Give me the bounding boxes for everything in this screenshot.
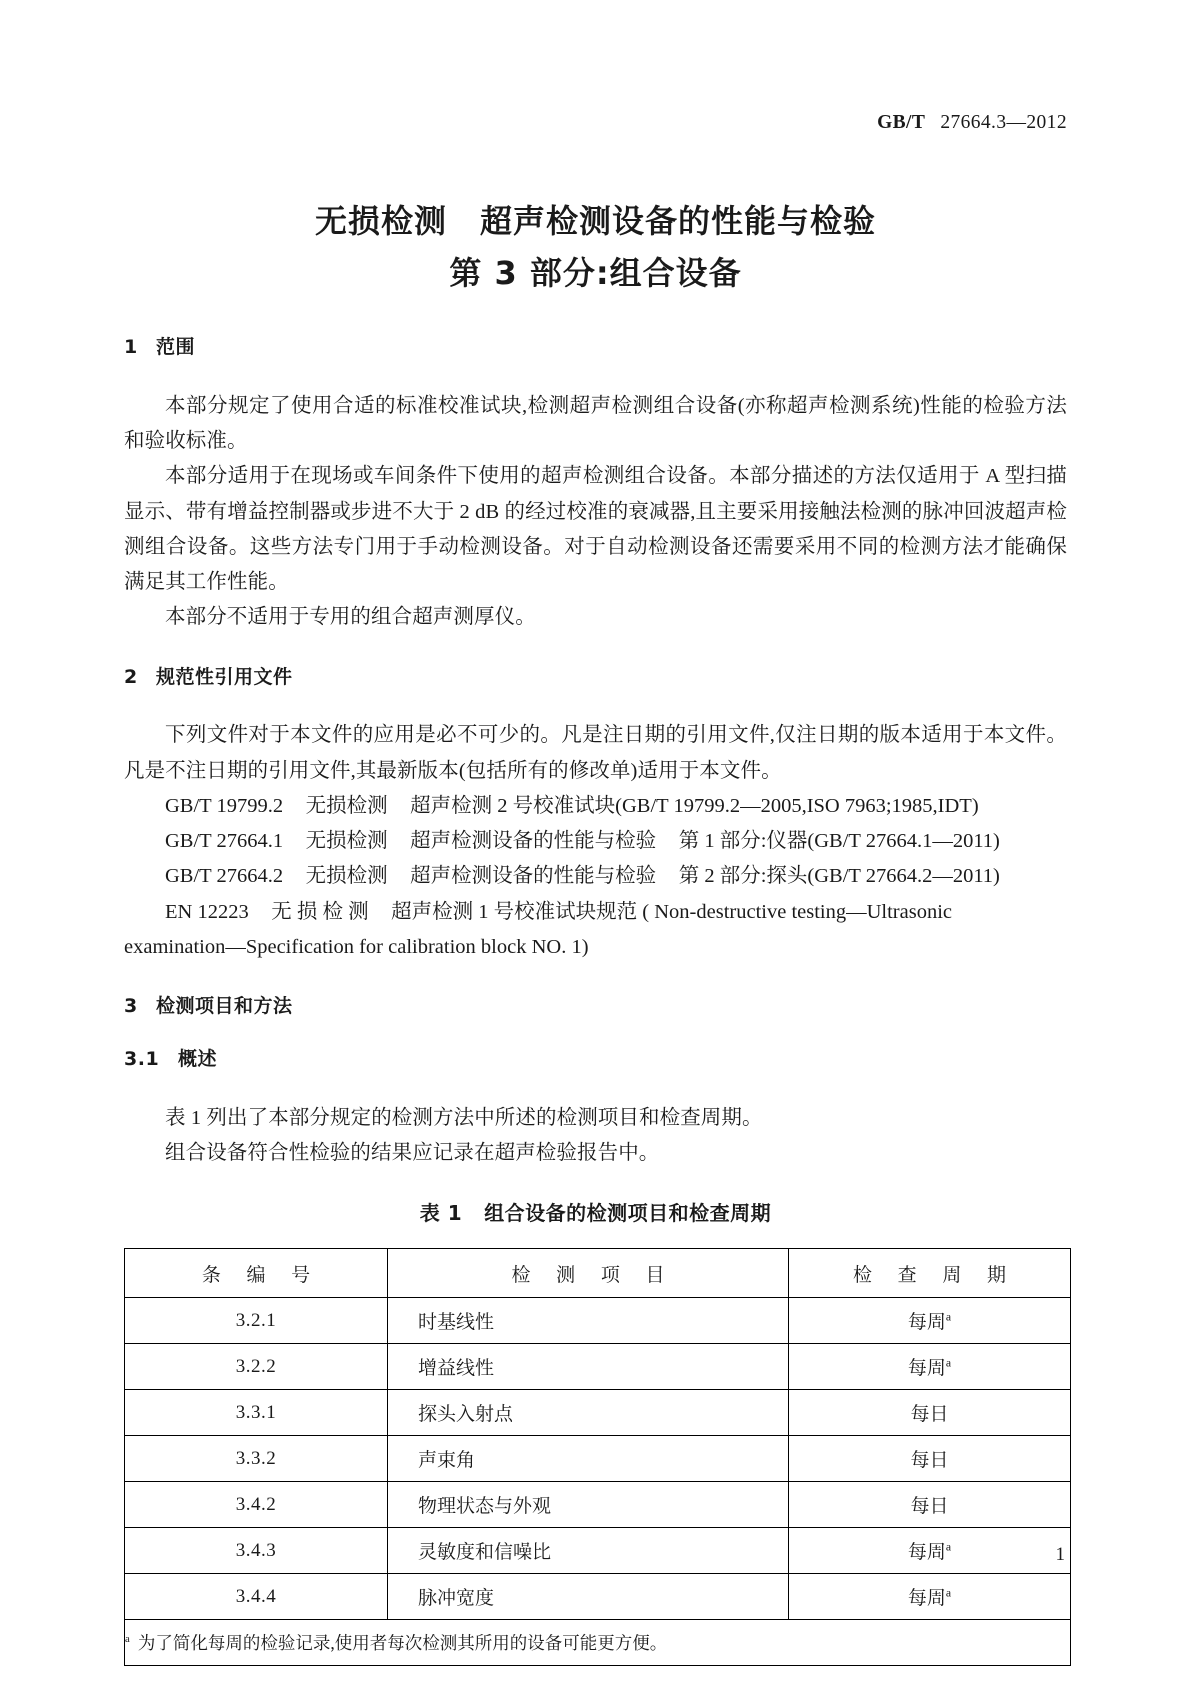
reference-continuation: examination—Specification for calibration block NO. 1) <box>124 935 589 958</box>
cell-clause: 3.2.2 <box>125 1344 388 1390</box>
heading-clause-3 <box>124 995 1067 1018</box>
reference-item <box>124 824 1067 859</box>
cell-interval: 每周$^a$ <box>789 1298 1071 1344</box>
cell-interval: 每周$^a$ <box>789 1574 1071 1620</box>
document-title <box>0 198 1191 297</box>
reference-id: EN 12223 <box>165 900 249 923</box>
reference-id: GB/T 19799.2 <box>165 794 284 817</box>
cell-item: 灵敏度和信噪比 <box>388 1528 789 1574</box>
clause-1-paragraph-3: 本部分不适用于专用的组合超声测厚仪。 <box>165 606 536 629</box>
table-row <box>125 1344 1071 1390</box>
table-1-caption <box>124 1197 1067 1226</box>
table-1-caption-text: 组合设备的检测项目和检查周期 <box>484 1201 772 1226</box>
cell-clause: 3.3.2 <box>125 1436 388 1482</box>
table-1-body <box>125 1298 1071 1666</box>
table-1 <box>124 1248 1071 1666</box>
reference-title-a: 无损检测 <box>305 794 388 817</box>
column-header-item: 检 测 项 目 <box>388 1249 789 1298</box>
table-1-block <box>124 1197 1067 1666</box>
reference-item <box>124 895 1067 930</box>
page-header <box>877 112 1067 134</box>
document-title-line1: 无损检测 超声检测设备的性能与检验 <box>314 202 876 240</box>
footnote-text: 为了简化每周的检验记录,使用者每次检测其所用的设备可能更方便。 <box>137 1632 668 1653</box>
reference-title-a: 无损检测 <box>305 865 388 888</box>
table-row <box>125 1574 1071 1620</box>
standard-prefix: GB/T <box>877 112 926 133</box>
reference-title-c: 第 1 部分:仪器(GB/T 27664.1—2011) <box>678 830 1000 853</box>
cell-clause: 3.4.4 <box>125 1574 388 1620</box>
standard-number: 27664.3—2012 <box>940 112 1067 133</box>
cell-item: 声束角 <box>388 1436 789 1482</box>
reference-title-b: 超声检测 2 号校准试块(GB/T 19799.2—2005,ISO 7963;1985,IDT) <box>410 794 979 817</box>
cell-clause: 3.4.3 <box>125 1528 388 1574</box>
cell-item: 物理状态与外观 <box>388 1482 789 1528</box>
clause-3-title: 检测项目和方法 <box>156 995 293 1018</box>
reference-id: GB/T 27664.2 <box>165 865 284 888</box>
table-row <box>125 1390 1071 1436</box>
cell-clause: 3.3.1 <box>125 1390 388 1436</box>
column-header-clause: 条 编 号 <box>125 1249 388 1298</box>
footnote-mark: a <box>945 1540 952 1554</box>
cell-item: 探头入射点 <box>388 1390 789 1436</box>
document-title-line2: 第 3 部分:组合设备 <box>449 254 742 293</box>
cell-clause: 3.2.1 <box>125 1298 388 1344</box>
cell-item: 增益线性 <box>388 1344 789 1390</box>
cell-interval: 每日 <box>789 1436 1071 1482</box>
clause-3-1-number: 3.1 <box>124 1047 160 1070</box>
table-header-row <box>125 1249 1071 1298</box>
footnote-mark: a <box>945 1356 952 1370</box>
table-row <box>125 1482 1071 1528</box>
cell-clause: 3.4.2 <box>125 1482 388 1528</box>
table-row <box>125 1528 1071 1574</box>
reference-title-b: 超声检测 1 号校准试块规范 ( Non-destructive testing—Ultrasonic <box>391 900 952 923</box>
clause-1-number: 1 <box>124 336 138 358</box>
reference-item <box>124 789 1067 824</box>
table-row <box>125 1298 1071 1344</box>
reference-title-a: 无 损 检 测 <box>271 900 369 923</box>
column-header-interval: 检 查 周 期 <box>789 1249 1071 1298</box>
reference-title-a: 无损检测 <box>305 830 388 853</box>
clause-2-paragraph-1: 下列文件对于本文件的应用是必不可少的。凡是注日期的引用文件,仅注日期的版本适用于本文件。凡是不注日期的引用文件,其最新版本(包括所有的修改单)适用于本文件。 <box>124 724 1067 782</box>
clause-1-paragraph-1: 本部分规定了使用合适的标准校准试块,检测超声检测组合设备(亦称超声检测系统)性能的检验方法和验收标准。 <box>124 394 1067 453</box>
cell-interval: 每周$^a$ <box>789 1344 1071 1390</box>
clause-1-title: 范围 <box>156 336 196 358</box>
cell-interval: 每周$^a$ <box>789 1528 1071 1574</box>
cell-item: 脉冲宽度 <box>388 1574 789 1620</box>
cell-interval: 每日 <box>789 1482 1071 1528</box>
table-footnote-row <box>125 1620 1071 1666</box>
table-row <box>125 1436 1071 1482</box>
document-body <box>124 336 1067 1666</box>
clause-1-paragraph-2: 本部分适用于在现场或车间条件下使用的超声检测组合设备。本部分描述的方法仅适用于 A 型扫描显示、带有增益控制器或步进不大于 2 dB 的经过校准的衰减器,且主要采用接触法检测的脉冲回波超声检测组合设备。这些方法专门用于手动检测设备。对于自动检测设备还需要采用不同的检测方法才能确保满足其工作性能。 <box>124 465 1067 594</box>
table-footnote <box>125 1620 1071 1666</box>
cell-item: 时基线性 <box>388 1298 789 1344</box>
clause-3-1-paragraph-1: 表 1 列出了本部分规定的检测方法中所述的检测项目和检查周期。 <box>165 1106 763 1129</box>
clause-3-1-paragraph-2: 组合设备符合性检验的结果应记录在超声检验报告中。 <box>165 1141 660 1164</box>
footnote-mark: a <box>125 1632 130 1645</box>
reference-title-c: 第 2 部分:探头(GB/T 27664.2—2011) <box>678 865 1000 888</box>
reference-title-b: 超声检测设备的性能与检验 <box>410 830 657 853</box>
heading-clause-3-1 <box>124 1048 1067 1071</box>
clause-3-number: 3 <box>124 995 138 1018</box>
page-number: 1 <box>1055 1544 1065 1565</box>
footnote-mark: a <box>945 1586 952 1600</box>
footnote-mark: a <box>945 1310 952 1324</box>
reference-title-b: 超声检测设备的性能与检验 <box>410 865 657 888</box>
clause-2-number: 2 <box>124 665 138 688</box>
heading-clause-2 <box>124 666 1067 689</box>
heading-clause-1 <box>124 336 1067 359</box>
cell-interval: 每日 <box>789 1390 1071 1436</box>
reference-id: GB/T 27664.1 <box>165 830 284 853</box>
clause-3-1-title: 概述 <box>178 1047 218 1070</box>
clause-2-title: 规范性引用文件 <box>156 665 293 688</box>
reference-item <box>124 859 1067 894</box>
table-1-caption-label: 表 1 <box>419 1201 463 1226</box>
